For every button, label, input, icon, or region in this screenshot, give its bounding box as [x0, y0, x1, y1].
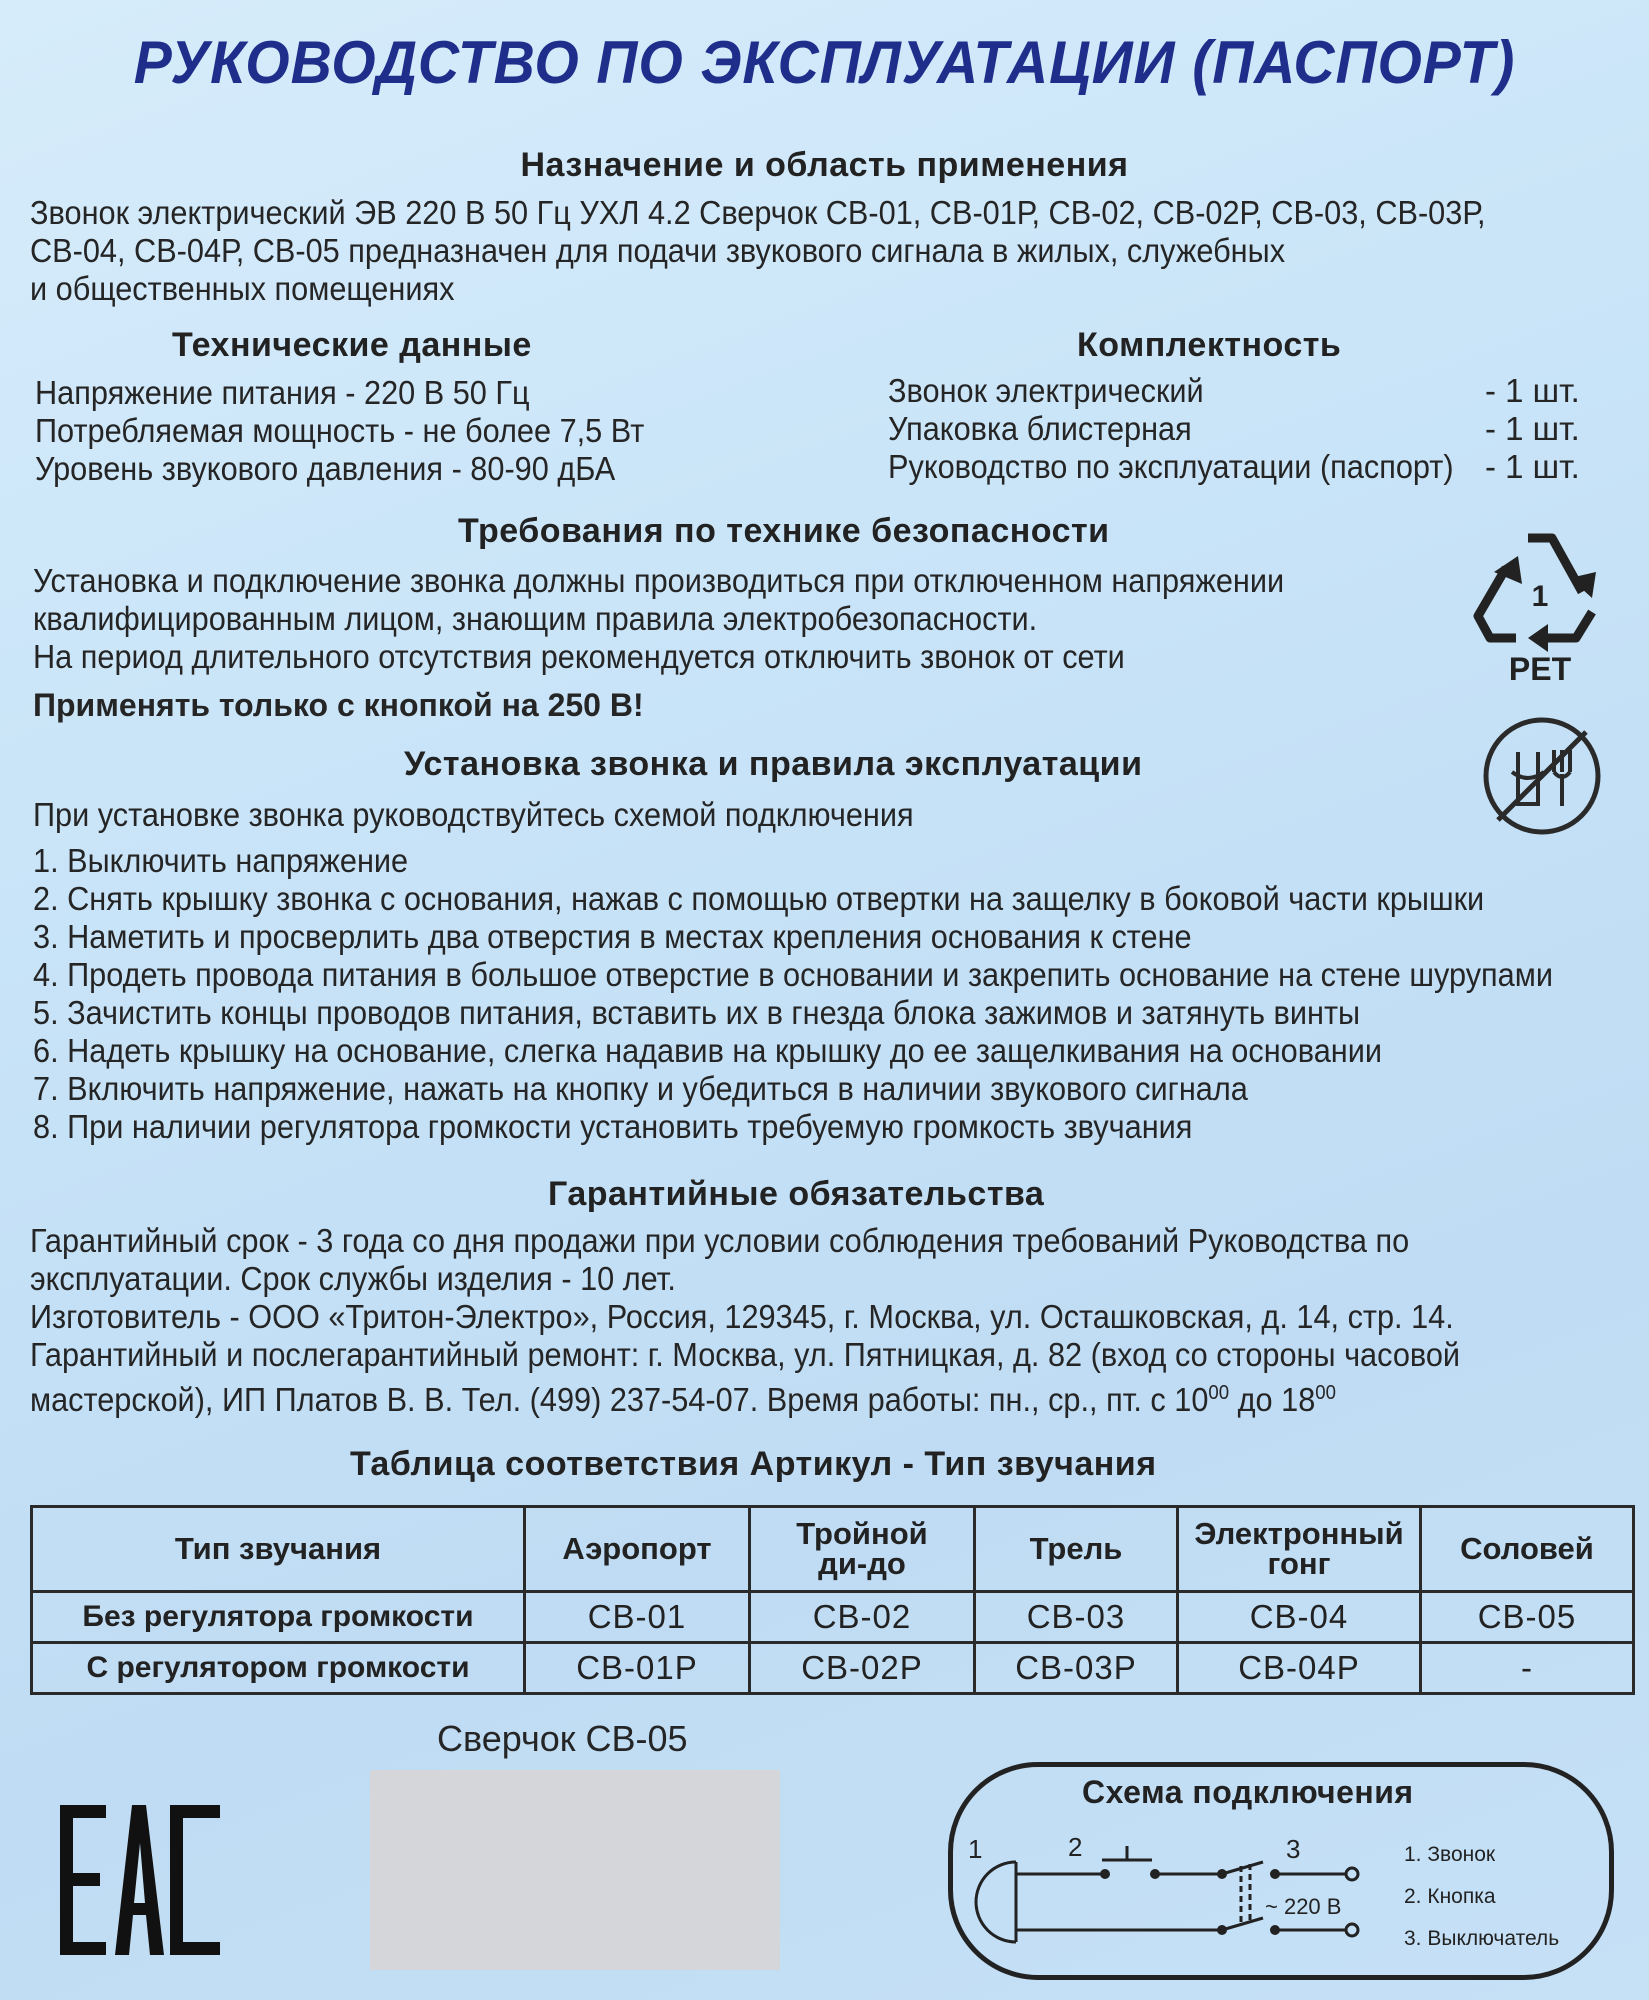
schema-legend: [1404, 1834, 1559, 1960]
safety-heading: Требования по технике безопасности: [458, 512, 1110, 550]
svg-text:1: 1: [1531, 580, 1549, 613]
safety-warning: Применять только с кнопкой на 250 В!: [33, 687, 644, 723]
label-sticker-area: [370, 1770, 780, 1970]
table-col-header: Аэропорт: [525, 1507, 750, 1592]
safety-text: [33, 562, 1284, 676]
install-step: 2. Снять крышку звонка с основания, нажав с помощью отвертки на защелку в боковой части крышки: [33, 880, 1485, 917]
svg-text:2: 2: [1068, 1832, 1083, 1862]
purpose-line: СВ-04, СВ-04Р, СВ-05 предназначен для подачи звукового сигнала в жилых, служебных: [30, 232, 1286, 269]
kit-heading: Комплектность: [1077, 326, 1342, 364]
table-row: [32, 1643, 1634, 1694]
table-cell: СВ-02Р: [750, 1643, 975, 1694]
kit-item-qty: - 1 шт.: [1485, 372, 1580, 409]
kit-item-name: Упаковка блистерная: [888, 410, 1192, 447]
warranty-line: Гарантийный и послегарантийный ремонт: г. Москва, ул. Пятницкая, д. 82 (вход со стороны часовой: [30, 1336, 1461, 1373]
install-intro: При установке звонка руководствуйтесь схемой подключения: [33, 796, 914, 833]
sound-type-table: [30, 1505, 1635, 1695]
kit-item-qty: - 1 шт.: [1485, 410, 1580, 447]
tech-line: Уровень звукового давления - 80-90 дБА: [35, 450, 616, 487]
table-cell: СВ-01: [525, 1592, 750, 1643]
kit-item-name: Звонок электрический: [888, 372, 1204, 409]
schema-legend-item: 1. Звонок: [1404, 1843, 1496, 1866]
kit-qtys: [1485, 372, 1580, 486]
install-step: 8. При наличии регулятора громкости установить требуемую громкость звучания: [33, 1108, 1193, 1145]
schema-heading: Схема подключения: [1082, 1774, 1414, 1810]
not-food-safe-icon: [1478, 712, 1606, 840]
svg-text:3: 3: [1286, 1834, 1301, 1864]
table-cell: СВ-03Р: [975, 1643, 1178, 1694]
svg-text:1: 1: [968, 1834, 983, 1864]
schema-legend-item: 3. Выключатель: [1404, 1927, 1560, 1950]
kit-item-qty: - 1 шт.: [1485, 448, 1580, 485]
purpose-line: и общественных помещениях: [30, 270, 455, 307]
purpose-line: Звонок электрический ЭВ 220 В 50 Гц УХЛ 4.2 Сверчок СВ-01, СВ-01Р, СВ-02, СВ-02Р, СВ-03, СВ-03Р,: [30, 194, 1486, 231]
table-row-label: С регулятором громкости: [32, 1643, 525, 1694]
safety-line: На период длительного отсутствия рекомендуется отключить звонок от сети: [33, 638, 1125, 675]
install-step: 5. Зачистить концы проводов питания, вставить их в гнезда блока зажимов и затянуть винты: [33, 994, 1361, 1031]
safety-line: Установка и подключение звонка должны производиться при отключенном напряжении: [33, 562, 1285, 599]
tech-line: Потребляемая мощность - не более 7,5 Вт: [35, 412, 645, 449]
kit-names: [888, 372, 1454, 486]
page-title: РУКОВОДСТВО ПО ЭКСПЛУАТАЦИИ (ПАСПОРТ): [133, 29, 1516, 96]
table-cell: СВ-01Р: [525, 1643, 750, 1694]
safety-line: квалифицированным лицом, знающим правила электробезопасности.: [33, 600, 1038, 637]
table-cell: СВ-03: [975, 1592, 1178, 1643]
table-heading: Таблица соответствия Артикул - Тип звучания: [350, 1445, 1157, 1483]
warranty-line: Гарантийный срок - 3 года со дня продажи при условии соблюдения требований Руководства по: [30, 1222, 1410, 1259]
kit-item-name: Руководство по эксплуатации (паспорт): [888, 448, 1454, 485]
install-step: 7. Включить напряжение, нажать на кнопку и убедиться в наличии звукового сигнала: [33, 1070, 1248, 1107]
warranty-line-last: мастерской), ИП Платов В. В. Тел. (499) 237-54-07. Время работы: пн., ср., пт. с $10^{00}$ до $18^{00}$: [30, 1381, 1336, 1418]
tech-list: [35, 374, 644, 488]
install-heading: Установка звонка и правила эксплуатации: [404, 745, 1143, 783]
table-corner-header: Тип звучания: [32, 1507, 525, 1592]
table-cell: СВ-04Р: [1178, 1643, 1421, 1694]
purpose-text: [30, 194, 1486, 308]
table-cell: СВ-04: [1178, 1592, 1421, 1643]
install-step: 6. Надеть крышку на основание, слегка надавив на крышку до ее защелкивания на основании: [33, 1032, 1383, 1069]
wiring-diagram: [960, 1820, 1380, 1970]
table-col-header: Трель: [975, 1507, 1178, 1592]
install-step: 1. Выключить напряжение: [33, 842, 409, 879]
table-cell: -: [1421, 1643, 1634, 1694]
recycle-pet-icon: [1470, 520, 1610, 690]
table-cell: СВ-05: [1421, 1592, 1634, 1643]
table-row: [32, 1592, 1634, 1643]
table-col-header: Тройной ди-до: [750, 1507, 975, 1592]
install-step: 3. Наметить и просверлить два отверстия в местах крепления основания к стене: [33, 918, 1192, 955]
tech-heading: Технические данные: [172, 326, 532, 364]
svg-text:~ 220 В: ~ 220 В: [1265, 1894, 1342, 1919]
table-col-header: Электронный гонг: [1178, 1507, 1421, 1592]
tech-line: Напряжение питания - 220 В 50 Гц: [35, 374, 530, 411]
schema-legend-item: 2. Кнопка: [1404, 1885, 1496, 1908]
eac-logo: [60, 1805, 220, 1955]
install-steps: [33, 842, 1553, 1146]
table-col-header: Соловей: [1421, 1507, 1634, 1592]
warranty-line: Изготовитель - ООО «Тритон-Электро», Россия, 129345, г. Москва, ул. Осташковская, д. 14, стр. 14.: [30, 1298, 1454, 1335]
install-step: 4. Продеть провода питания в большое отверстие в основании и закрепить основание на стене шурупами: [33, 956, 1553, 993]
warranty-text: [30, 1222, 1460, 1419]
table-cell: СВ-02: [750, 1592, 975, 1643]
product-name: Сверчок СВ-05: [437, 1718, 688, 1759]
warranty-line: эксплуатации. Срок службы изделия - 10 лет.: [30, 1260, 676, 1297]
svg-text:PET: PET: [1508, 651, 1572, 687]
table-row-label: Без регулятора громкости: [32, 1592, 525, 1643]
purpose-heading: Назначение и область применения: [520, 146, 1129, 184]
table-header-row: [32, 1507, 1634, 1592]
warranty-heading: Гарантийные обязательства: [548, 1175, 1045, 1213]
